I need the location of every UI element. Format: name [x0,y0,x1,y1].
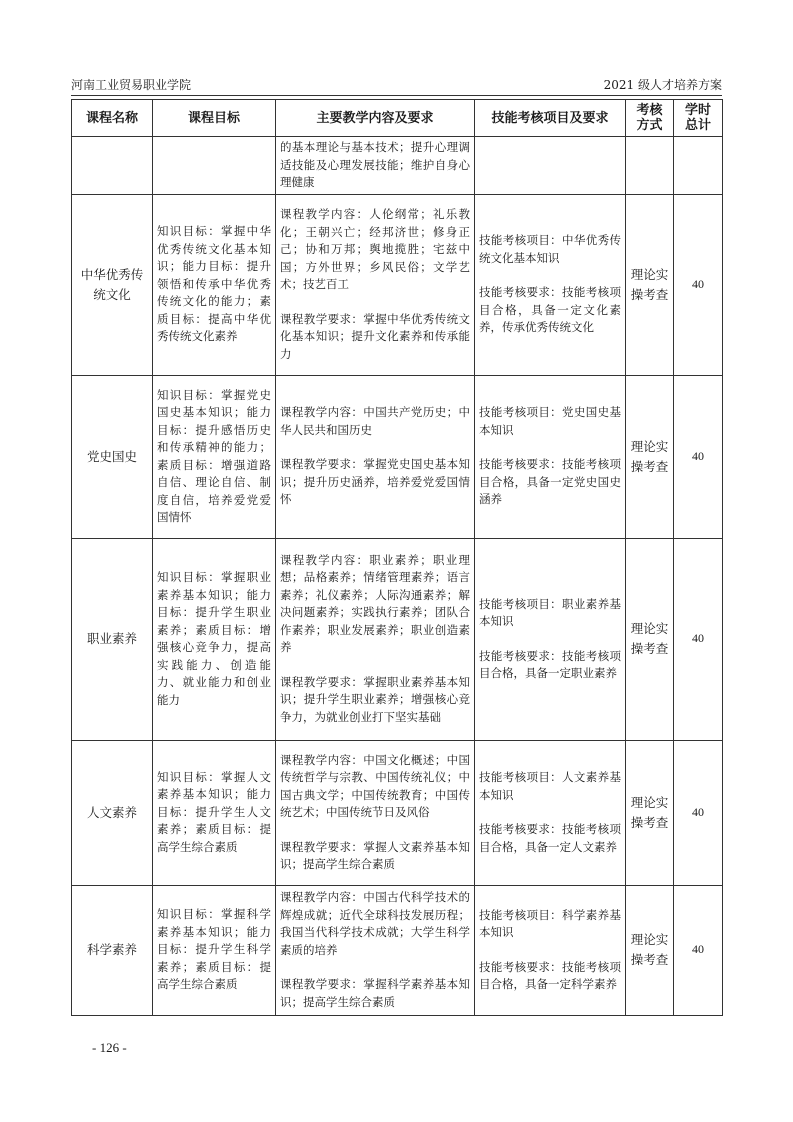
assessment-method: 理论实操考查 [626,538,674,740]
course-name: 科学素养 [72,885,153,1015]
header-doc-title: 2021 级人才培养方案 [603,78,722,92]
total-hours: 40 [674,194,723,375]
table-row [72,885,723,1015]
course-name: 人文素养 [72,740,153,885]
assessment-method: 理论实操考查 [626,194,674,375]
course-goal: 知识目标：掌握科学素养基本知识；能力目标：提升学生科学素养；素质目标：提高学生综合素质 [153,885,276,1015]
course-goal: 知识目标：掌握人文素养基本知识；能力目标：提升学生人文素养；素质目标：提高学生综合素质 [153,740,276,885]
course-content: 课程教学内容：人伦纲常；礼乐教化；王朝兴亡；经邦济世；修身正己；协和万邦；舆地揽胜；宅兹中国；方外世界；乡风民俗；文学艺术；技艺百工 课程教学要求：掌握中华优秀传统文化基本知识；提升文化素养和传承能力 [276,194,475,375]
page-header [71,76,722,94]
table-row [72,375,723,538]
table-row [72,740,723,885]
assessment-method: 理论实操考查 [626,885,674,1015]
header-rule [71,95,722,96]
total-hours: 40 [674,538,723,740]
table-row-continuation [72,137,723,195]
skill-assessment: 技能考核项目：职业素养基本知识 技能考核要求：技能考核项目合格，具备一定职业素养 [475,538,626,740]
course-name: 中华优秀传统文化 [72,194,153,375]
continuation-content: 的基本理论与基本技术；提升心理调适技能及心理发展技能；维护自身心理健康 [276,137,475,195]
col-header-content: 主要教学内容及要求 [276,100,475,137]
assessment-method: 理论实操考查 [626,740,674,885]
total-hours: 40 [674,740,723,885]
table-header-row [72,100,723,137]
skill-assessment: 技能考核项目：中华优秀传统文化基本知识 技能考核要求：技能考核项目合格，具备一定文化素养，传承优秀传统文化 [475,194,626,375]
course-table [71,99,723,1016]
col-header-skill: 技能考核项目及要求 [475,100,626,137]
skill-assessment: 技能考核项目：人文素养基本知识 技能考核要求：技能考核项目合格，具备一定人文素养 [475,740,626,885]
course-goal: 知识目标：掌握中华优秀传统文化基本知识；能力目标：提升领悟和传承中华优秀传统文化的能力；素质目标：提高中华优秀传统文化素养 [153,194,276,375]
assessment-method: 理论实操考查 [626,375,674,538]
course-content: 课程教学内容：中国古代科学技术的辉煌成就；近代全球科技发展历程；我国当代科学技术成就；大学生科学素质的培养 课程教学要求：掌握科学素养基本知识；提高学生综合素质 [276,885,475,1015]
table-row [72,194,723,375]
table-row [72,538,723,740]
skill-assessment: 技能考核项目：党史国史基本知识 技能考核要求：技能考核项目合格，具备一定党史国史涵养 [475,375,626,538]
course-content: 课程教学内容：职业素养；职业理想；品格素养；情绪管理素养；语言素养；礼仪素养；人际沟通素养；解决问题素养；实践执行素养；团队合作素养；职业发展素养；职业创造素养 课程教学要求：掌握职业素养基本知识；提升学生职业素养；增强核心竞争力，为就业创业打下坚实基础 [276,538,475,740]
total-hours: 40 [674,885,723,1015]
col-header-hours: 学时 总计 [674,100,723,137]
course-goal: 知识目标：掌握职业素养基本知识；能力目标：提升学生职业素养；素质目标：增强核心竞争力，提高实践能力、创造能力、就业能力和创业能力 [153,538,276,740]
col-header-method: 考核 方式 [626,100,674,137]
total-hours: 40 [674,375,723,538]
col-header-course-name: 课程名称 [72,100,153,137]
course-content: 课程教学内容：中国文化概述；中国传统哲学与宗教、中国传统礼仪；中国古典文学；中国传统教育；中国传统艺术；中国传统节日及风俗 课程教学要求：掌握人文素养基本知识；提高学生综合素质 [276,740,475,885]
course-content: 课程教学内容：中国共产党历史；中华人民共和国历史 课程教学要求：掌握党史国史基本知识；提升历史涵养，培养爱党爱国情怀 [276,375,475,538]
skill-assessment: 技能考核项目：科学素养基本知识 技能考核要求：技能考核项目合格，具备一定科学素养 [475,885,626,1015]
course-goal: 知识目标：掌握党史国史基本知识；能力目标：提升感悟历史和传承精神的能力；素质目标：增强道路自信、理论自信、制度自信，培养爱党爱国情怀 [153,375,276,538]
course-name: 党史国史 [72,375,153,538]
col-header-course-goal: 课程目标 [153,100,276,137]
header-school-name: 河南工业贸易职业学院 [71,78,192,92]
course-name: 职业素养 [72,538,153,740]
page-number: - 126 - [92,1040,127,1055]
